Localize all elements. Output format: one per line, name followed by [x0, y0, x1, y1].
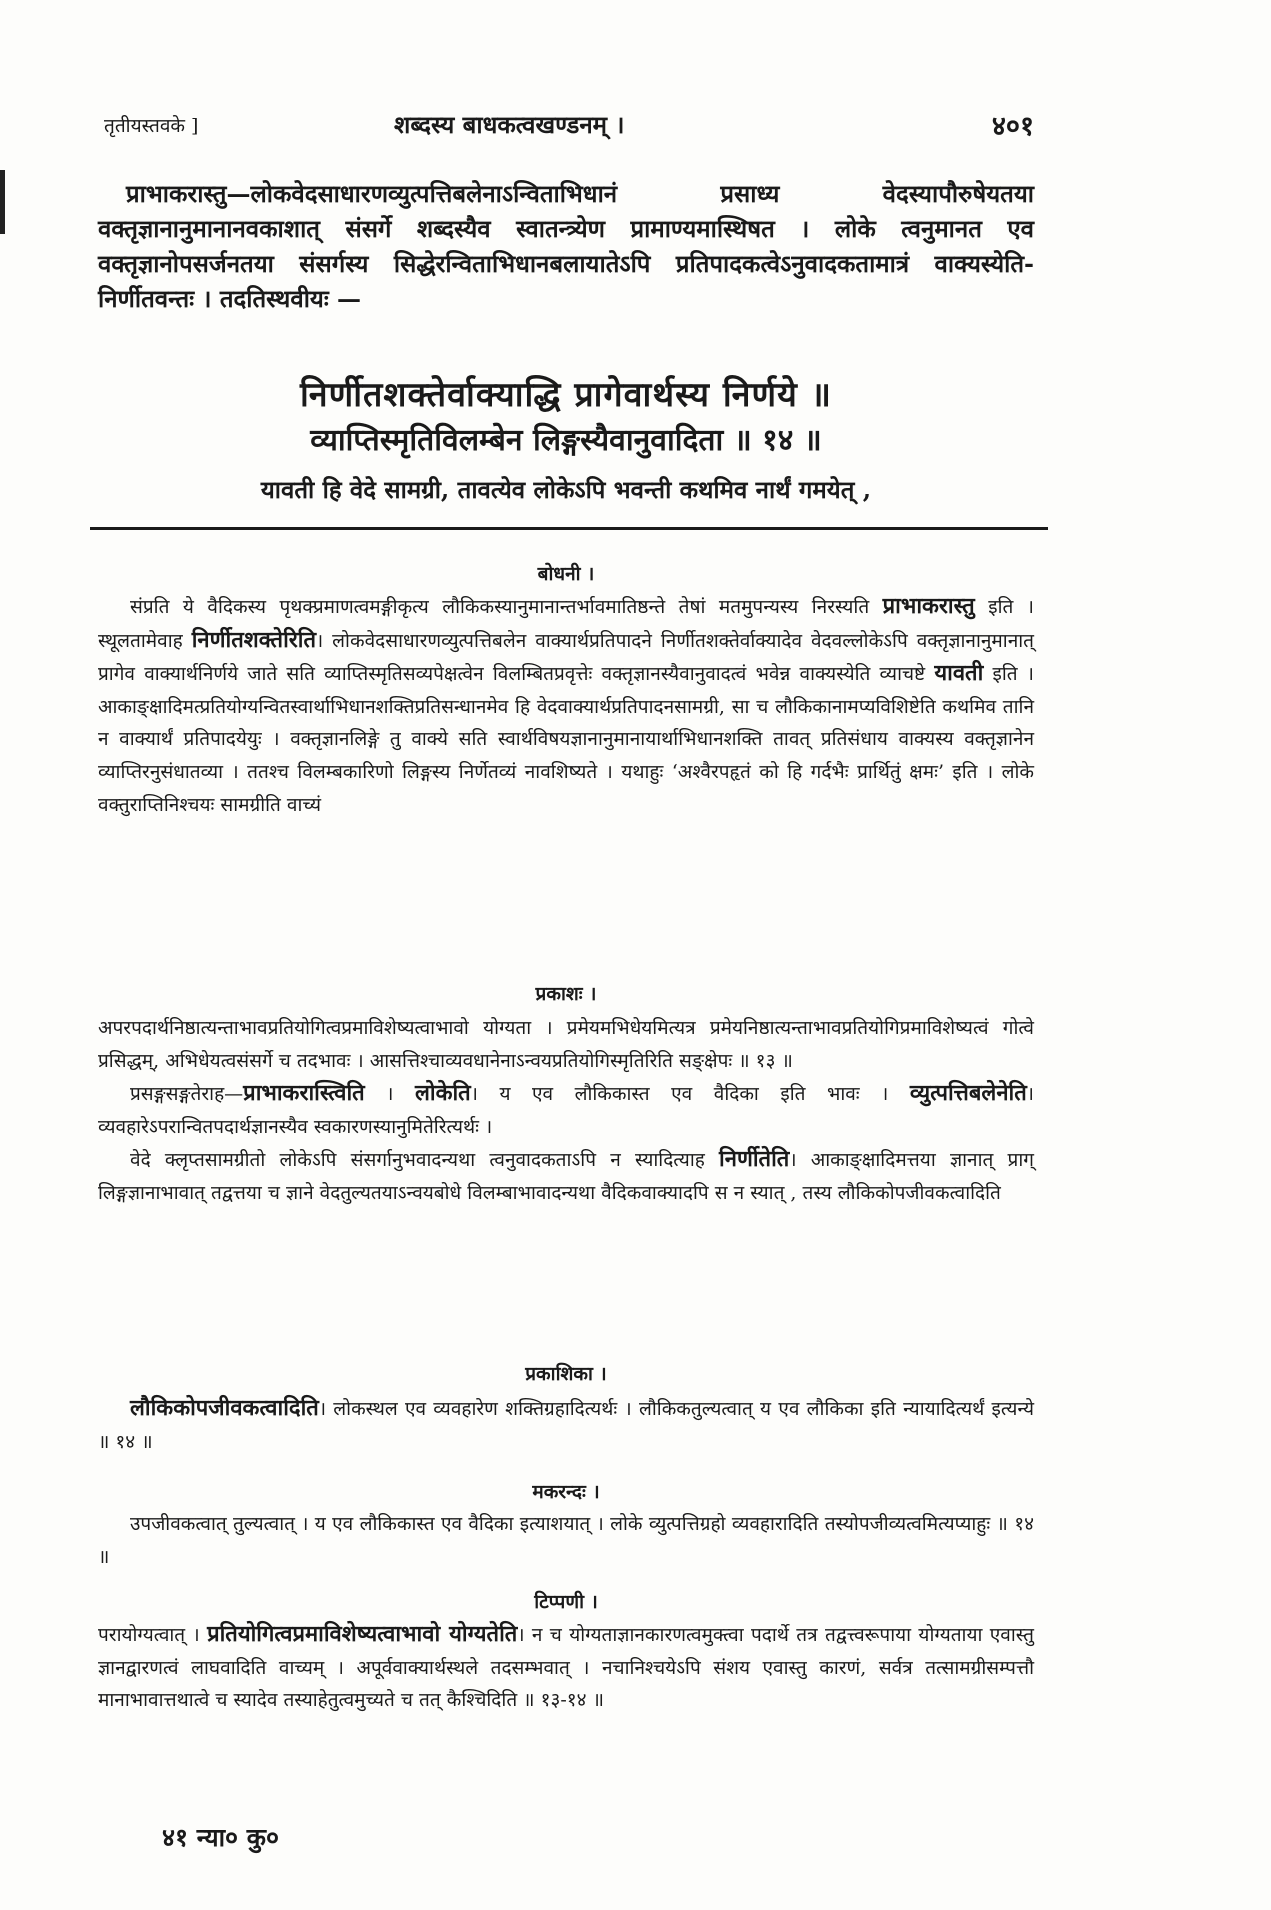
- bodhani-keyword-1: प्राभाकरास्तु: [882, 593, 975, 619]
- bodhani-text-4: इति । आकाङ्क्षादिमत्प्रतियोग्यन्वितस्वार्थाभिधानशक्तिप्रतिसन्धानमेव हि वेदवाक्यार्थप्रतिपादनसामग्री, सा च लौकिकानामप्यविशिष्टेति कथमिव तानि न वाक्यार्थं प्रतिपादयेयुः । वक्तृज्ञानलिङ्गे तु वाक्ये सति स्वार्थविषयज्ञानानुमानायार्थाभिधानशक्ति तावत् प्रतिसंधाय वाक्यस्य वक्तृज्ञानेन व्याप्तिरनुसंधातव्या । ततश्च विलम्बकारिणो लिङ्गस्य निर्णेतव्यं नावशिष्यते । यथाहुः ‘अश्वैरपहृतं को हि गर्दभैः प्रार्थितुं क्षमः’ इति । लोके वक्तुराप्तिनिश्चयः सामग्रीति वाच्यं: [98, 663, 1034, 816]
- prakashika-heading: प्रकाशिका ।: [525, 1363, 607, 1385]
- prakasha-text-5: वेदे क्लृप्तसामग्रीतो लोकेऽपि संसर्गानुभवादन्यथा त्वनुवादकताऽपि न स्यादित्याह: [130, 1149, 705, 1172]
- divider-rule: [90, 527, 1048, 530]
- prakasha-keyword-1: प्राभाकरास्त्विति: [243, 1080, 365, 1107]
- bodhani-paragraph: [98, 590, 1034, 821]
- tippani-heading: टिप्पणी ।: [534, 1591, 598, 1613]
- prakasha-paragraph-2: [98, 1077, 1034, 1143]
- verse-line-1: निर्णीतशक्तेर्वाक्याद्धि प्रागेवार्थस्य निर्णये ॥: [299, 375, 833, 415]
- verse-follow-line: यावती हि वेदे सामग्री, तावत्येव लोकेऽपि भवन्ती कथमिव नार्थं गमयेत् ,: [260, 475, 872, 504]
- main-text: [98, 176, 1034, 316]
- page-number: ४०१: [991, 111, 1034, 142]
- bodhani-keyword-2: निर्णीतशक्तेरिति: [191, 626, 316, 653]
- tippani-commentary: [98, 1618, 1034, 1717]
- prakasha-text-6: । आकाङ्क्षादिमत्तया ज्ञानात् प्राग् लिङ्गज्ञानाभावात् तद्वत्तया च ज्ञाने वेदतुल्यतयाऽन्वयबोधे विलम्बाभावादन्यथा वैदिकवाक्यादपि स न स्यात् , तस्य लौकिकोपजीवकत्वादिति: [98, 1149, 1034, 1204]
- prakasha-heading: प्रकाशः ।: [535, 983, 597, 1005]
- prakasha-text-3: । य एव लौकिकास्त एव वैदिका इति भावः ।: [470, 1083, 889, 1106]
- header-section: तृतीयस्तवके ]: [104, 115, 199, 137]
- bodhani-text-1: संप्रति ये वैदिकस्य पृथक्प्रमाणत्वमङ्गीकृत्य लौकिकस्यानुमानान्तर्भावमातिष्ठन्ते तेषां मतमुपन्यस्य निरस्यति: [130, 596, 870, 618]
- prakashika-text: । लोकस्थल एव व्यवहारेण शक्तिग्रहादित्यर्थः । लौकिकतुल्यत्वात् य एव लौकिका इति न्यायादित्यर्थं इत्यन्ये ॥ १४ ॥: [98, 1398, 1034, 1453]
- prakashika-commentary: [98, 1392, 1034, 1458]
- bodhani-commentary: [98, 590, 1034, 821]
- prakasha-text-2: ।: [386, 1083, 394, 1106]
- tippani-text-1: परायोग्यत्वात् ।: [98, 1624, 200, 1646]
- tippani-keyword-1: प्रतियोगित्वप्रमाविशेष्यत्वाभावो योग्यतेति: [207, 1621, 518, 1647]
- header-title: शब्दस्य बाधकत्वखण्डनम् ।: [394, 110, 625, 139]
- tippani-paragraph: [98, 1618, 1034, 1717]
- verse-line-2: व्याप्तिस्मृतिविलम्बेन लिङ्गस्यैवानुवादिता ॥ १४ ॥: [310, 423, 822, 458]
- running-header: [104, 106, 1034, 146]
- main-lead: प्राभाकरास्तु—: [126, 179, 251, 208]
- prakasha-paragraph-3: [98, 1143, 1034, 1209]
- prakasha-keyword-3: व्युत्पत्तिबलेनेति: [909, 1080, 1027, 1107]
- tippani-text-2: । न च योग्यताज्ञानकारणत्वमुक्त्वा पदार्थे तत्र तद्वत्त्वरूपाया योग्यताया एवास्तु ज्ञानद्वारणत्वं लाघवादिति वाच्यम् । अपूर्ववाक्यार्थस्थले तदसम्भवात् । नचानिश्चयेऽपि संशय एवास्तु कारणं, सर्वत्र तत्सामग्रीसम्पत्तौ मानाभावात्तथात्वे च स्यादेव तस्याहेतुत्वमुच्यते च तत् कैश्चिदिति ॥ १३-१४ ॥: [98, 1624, 1035, 1712]
- prakasha-paragraph-1: अपरपदार्थनिष्ठात्यन्ताभावप्रतियोगित्वप्रमाविशेष्यत्वाभावो योग्यता । प्रमेयमभिधेयमित्यत्र प्रमेयनिष्ठात्यन्ताभावप्रतियोगिप्रमाविशेष्यत्वं गोत्वे प्रसिद्धम्, अभिधेयत्वसंसर्गे च तदभावः । आसत्तिश्चाव्यवधानेनाऽन्वयप्रतियोगिस्मृतिरिति सङ्क्षेपः ॥ १३ ॥: [98, 1017, 1034, 1072]
- bodhani-keyword-3: यावती: [934, 660, 984, 687]
- bodhani-text-2: इति । स्थूलतामेवाह: [98, 596, 1035, 652]
- prakasha-keyword-4: निर्णीतेति: [719, 1146, 790, 1173]
- prakasha-commentary: [98, 1012, 1034, 1210]
- bodhani-heading: बोधनी ।: [537, 563, 595, 585]
- prakasha-text-4: । व्यवहारेऽपरान्वितपदार्थज्ञानस्यैव स्वकारणस्यानुमितेरित्यर्थः ।: [98, 1083, 1034, 1138]
- makaranda-heading: मकरन्दः ।: [532, 1481, 600, 1503]
- prakasha-text-1: प्रसङ्गसङ्गतेराह—: [130, 1083, 244, 1106]
- prakashika-keyword-1: लौकिकोपजीवकत्वादिति: [130, 1395, 319, 1421]
- makaranda-commentary: [98, 1508, 1034, 1573]
- bodhani-text-3: । लोकवेदसाधारणव्युत्पत्तिबलेन वाक्यार्थप्रतिपादने निर्णीतशक्तेर्वाक्यादेव वेदवल्लोकेऽपि वक्तृज्ञानानुमानात् प्रागेव वाक्यार्थनिर्णये जाते सति व्याप्तिस्मृतिसव्यपेक्षत्वेन विलम्बितप्रवृत्तेः वक्तृज्ञानस्यैवानुवादत्वं भवेन्न वाक्यस्येति व्याचष्टे: [98, 629, 1034, 686]
- prakasha-keyword-2: लोकेति: [414, 1080, 471, 1107]
- main-paragraph: [98, 176, 1034, 316]
- makaranda-paragraph: उपजीवकत्वात् तुल्यत्वात् । य एव लौकिकास्त एव वैदिका इत्याशयात् । लोके व्युत्पत्तिग्रहो व्यवहारादिति तस्योपजीव्यत्वमित्यप्याहुः ॥ १४ ॥: [98, 1513, 1034, 1568]
- prakashika-paragraph: [98, 1392, 1034, 1458]
- main-body: लोकवेदसाधारणव्युत्पत्तिबलेनाऽन्विताभिधानं प्रसाध्य वेदस्यापौरुषेयतया वक्तृज्ञानानुमानानवकाशात् संसर्गे शब्दस्यैव स्वातन्त्र्येण प्रामाण्यमास्थिषत । लोके त्वनुमानत एव वक्तृज्ञानोपसर्जनतया संसर्गस्य सिद्धेरन्विताभिधानबलायातेऽपि प्रतिपादकत्वेऽनुवादकतामात्रं वाक्यस्येति-निर्णीतवन्तः । तदतिस्थवीयः —: [98, 179, 1034, 313]
- binding-mark: [0, 170, 5, 234]
- signature-mark: ४१ न्या० कु०: [162, 1823, 279, 1852]
